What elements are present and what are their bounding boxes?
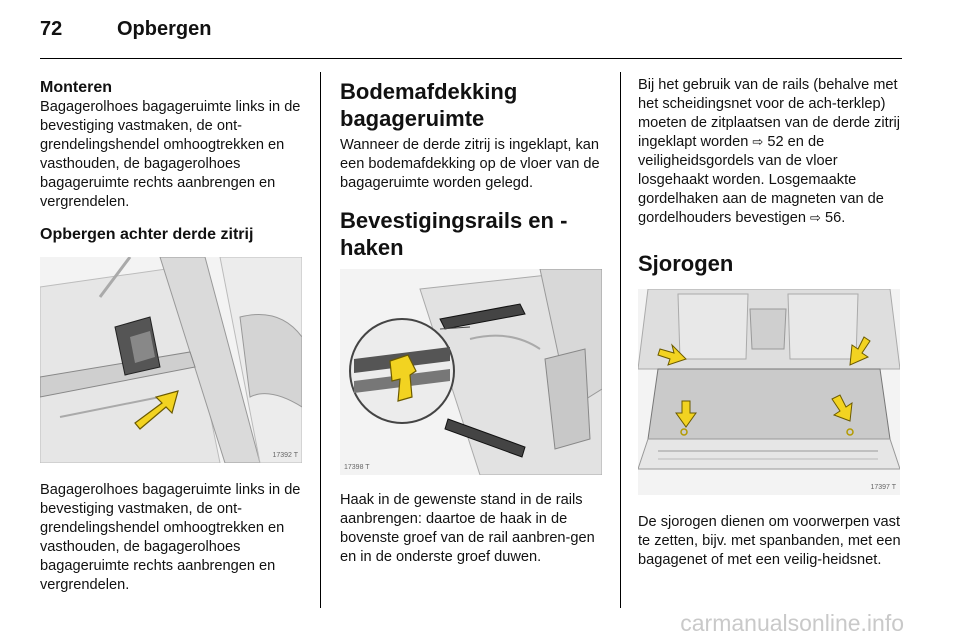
paragraph-rails-gebruik [638,76,906,228]
figure-code: 17392 T [272,452,298,459]
page-title: Opbergen [117,18,212,40]
cross-reference-page-1[interactable]: 52 [767,134,784,150]
cargo-cover-illustration [40,257,302,463]
cross-reference-arrow-icon[interactable]: ⇨ [752,135,764,150]
paragraph-monteren: Bagagerolhoes bagageruimte links in de bevestiging vastmaken, de ont-grendelingshendel omhoogtrekken en vasthouden, de bagagerolhoes bagageruimte rechts aanbrengen en vergrendelen. [40,99,301,210]
figure-code: 17398 T [344,464,370,471]
heading-sjorogen: Sjorogen [638,251,734,276]
figure-rails-hook [340,269,602,475]
watermark: carmanualsonline.info [680,610,904,636]
header-rule [40,58,902,59]
paragraph-sjorogen: De sjorogen dienen om voorwerpen vast te zetten, bijv. met spanbanden, met een bagagenet of met een veilig-heidsnet. [638,514,901,568]
rails-illustration [340,269,602,475]
column-middle [340,78,608,567]
column-divider-1 [320,72,321,608]
heading-bevestigingsrails: Bevestigingsrails en -haken [340,208,568,260]
heading-opbergen-achter-derde-zitrij: Opbergen achter derde zitrij [40,226,254,243]
cross-reference-page-2[interactable]: 56. [824,210,846,226]
column-left [40,78,308,595]
figure-lashing-eyes [638,289,900,495]
figure-cargo-cover-storage [40,257,302,463]
page-header [40,18,902,48]
cross-reference-arrow-icon[interactable]: ⇨ [810,211,821,226]
paragraph-rails: Haak in de gewenste stand in de rails aanbrengen: daartoe de haak in de bovenste groef van de rail aanbren-gen en in de onderste groef duwen. [340,492,595,565]
column-divider-2 [620,72,621,608]
heading-monteren: Monteren [40,79,112,96]
page-number: 72 [40,18,63,40]
figure-code: 17397 T [870,484,896,491]
heading-bodemafdekking: Bodemafdekking bagageruimte [340,79,518,131]
paragraph-opbergen: Bagagerolhoes bagageruimte links in de bevestiging vastmaken, de ont-grendelingshendel omhoogtrekken en vasthouden, de bagagerolhoes bagageruimte rechts aanbrengen en vergrendelen. [40,482,301,593]
column-right [638,78,906,570]
paragraph-bodemafdekking: Wanneer de derde zitrij is ingeklapt, kan een bodemafdekking op de vloer van de bagageruimte worden gelegd. [340,137,600,191]
lashing-eyes-illustration [638,289,900,495]
paragraph-part-1: Bij het gebruik van de rails (behalve met het scheidingsnet voor de ach-terklep) moeten de zitplaatsen van de derde zitrij ingeklapt worden [638,77,901,150]
paragraph-part-2: en de veiligheidsgordels van de vloer losgehaakt worden. Losgemaakte gordelhaken aan de magneten van de gordelhouders bevestigen [638,134,884,226]
